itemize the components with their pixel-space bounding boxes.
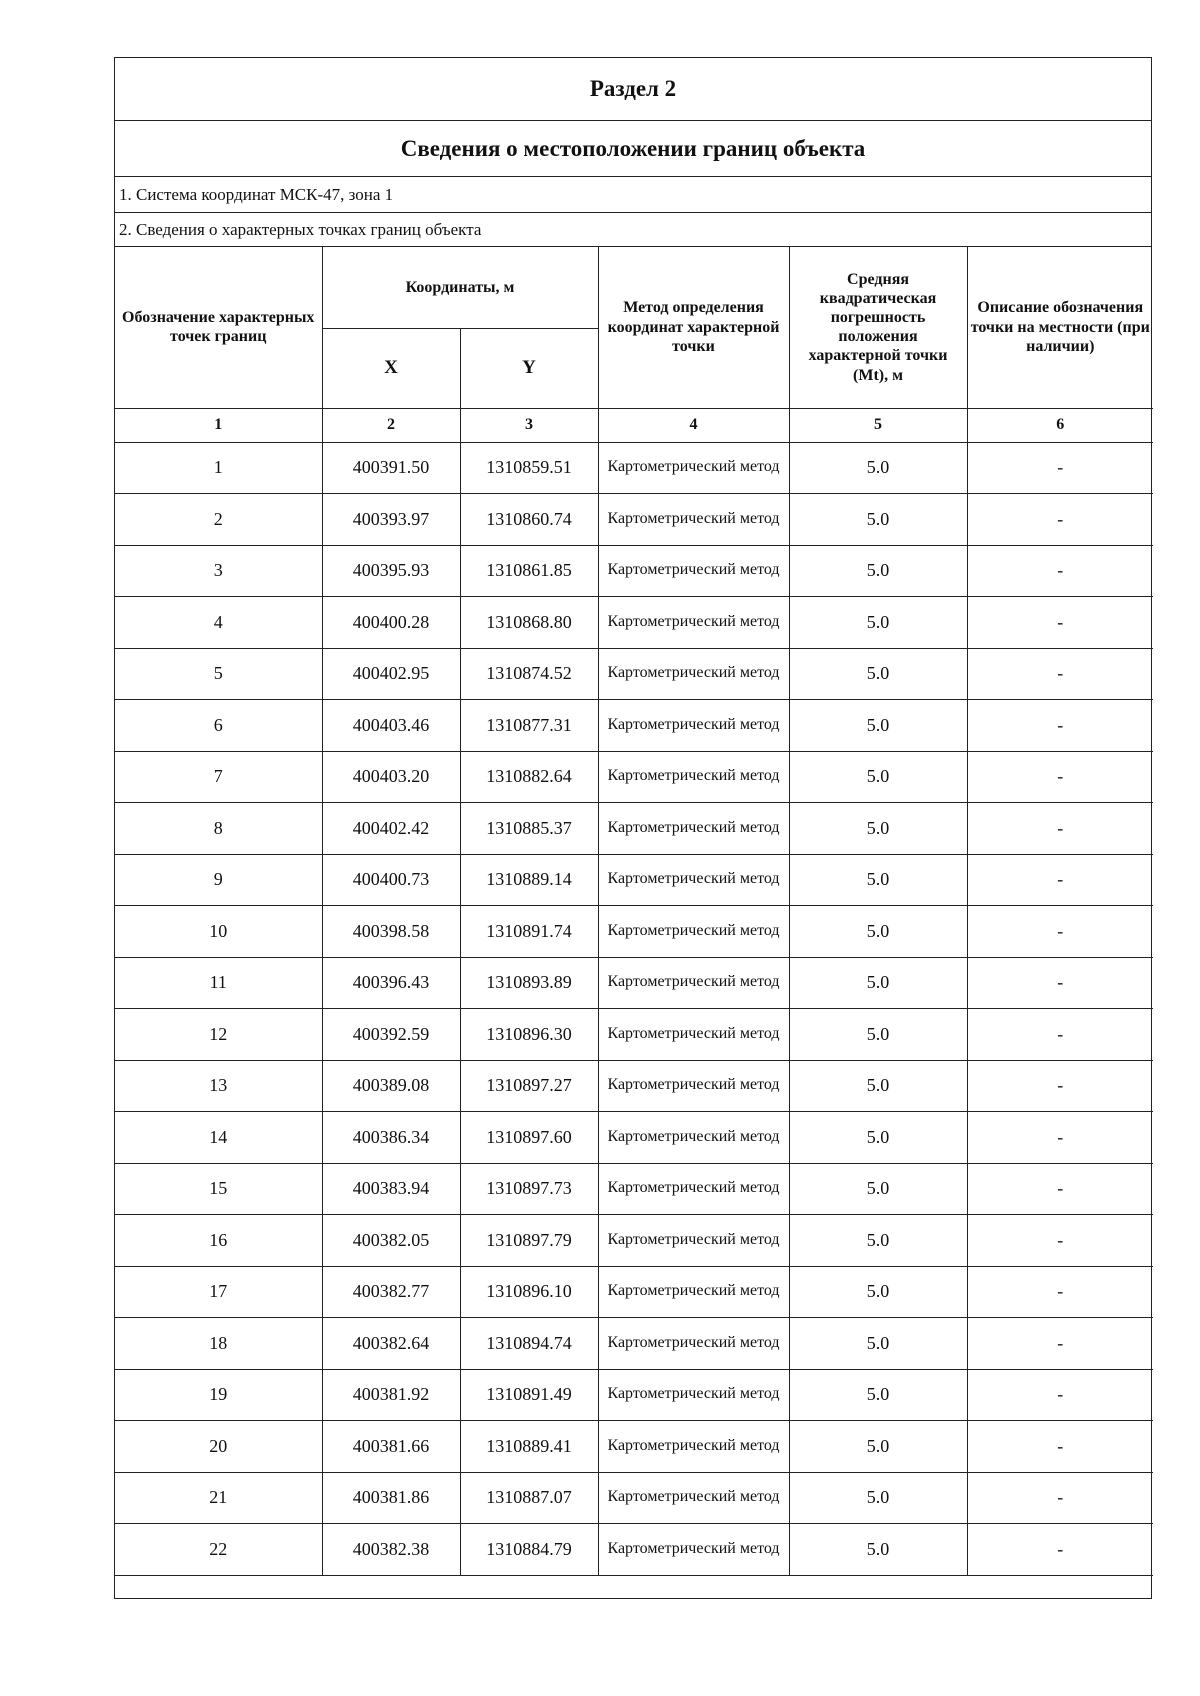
boundary-points-table [115, 247, 1153, 1576]
table-row [115, 1060, 1153, 1112]
point-number-cell: 19 [115, 1369, 322, 1421]
method-cell: Картометрический метод [598, 1318, 789, 1370]
table-row [115, 854, 1153, 906]
y-coordinate-cell: 1310897.79 [460, 1215, 598, 1267]
table-row [115, 906, 1153, 958]
error-cell: 5.0 [789, 1369, 967, 1421]
x-coordinate-cell: 400382.05 [322, 1215, 460, 1267]
y-coordinate-cell: 1310877.31 [460, 700, 598, 752]
method-cell: Картометрический метод [598, 1472, 789, 1524]
description-cell: - [967, 700, 1153, 752]
y-coordinate-cell: 1310861.85 [460, 545, 598, 597]
method-cell: Картометрический метод [598, 1009, 789, 1061]
point-number-cell: 13 [115, 1060, 322, 1112]
error-cell: 5.0 [789, 1163, 967, 1215]
table-row [115, 1472, 1153, 1524]
method-cell: Картометрический метод [598, 545, 789, 597]
y-coordinate-cell: 1310884.79 [460, 1524, 598, 1576]
table-row [115, 597, 1153, 649]
error-cell: 5.0 [789, 957, 967, 1009]
y-coordinate-cell: 1310896.30 [460, 1009, 598, 1061]
description-cell: - [967, 1421, 1153, 1473]
point-number-cell: 15 [115, 1163, 322, 1215]
method-cell: Картометрический метод [598, 700, 789, 752]
x-coordinate-cell: 400403.46 [322, 700, 460, 752]
section-subtitle: Сведения о местоположении границ объекта [115, 121, 1151, 177]
x-coordinate-cell: 400403.20 [322, 751, 460, 803]
error-cell: 5.0 [789, 1215, 967, 1267]
description-cell: - [967, 751, 1153, 803]
x-coordinate-cell: 400381.92 [322, 1369, 460, 1421]
header-error: Средняя квадратическая погрешность положения характерной точки (Mt), м [789, 247, 967, 408]
column-number: 2 [322, 408, 460, 442]
method-cell: Картометрический метод [598, 1421, 789, 1473]
error-cell: 5.0 [789, 494, 967, 546]
x-coordinate-cell: 400400.28 [322, 597, 460, 649]
table-row [115, 803, 1153, 855]
description-cell: - [967, 1369, 1153, 1421]
table-row [115, 1215, 1153, 1267]
y-coordinate-cell: 1310897.60 [460, 1112, 598, 1164]
header-y: Y [460, 328, 598, 408]
error-cell: 5.0 [789, 545, 967, 597]
table-row [115, 1266, 1153, 1318]
description-cell: - [967, 1318, 1153, 1370]
y-coordinate-cell: 1310889.14 [460, 854, 598, 906]
table-row [115, 442, 1153, 494]
method-cell: Картометрический метод [598, 906, 789, 958]
error-cell: 5.0 [789, 1060, 967, 1112]
method-cell: Картометрический метод [598, 494, 789, 546]
x-coordinate-cell: 400392.59 [322, 1009, 460, 1061]
points-heading: 2. Сведения о характерных точках границ объекта [115, 213, 1151, 247]
column-number: 4 [598, 408, 789, 442]
table-row [115, 700, 1153, 752]
y-coordinate-cell: 1310889.41 [460, 1421, 598, 1473]
point-number-cell: 5 [115, 648, 322, 700]
point-number-cell: 2 [115, 494, 322, 546]
header-description: Описание обозначения точки на местности (при наличии) [967, 247, 1153, 408]
y-coordinate-cell: 1310874.52 [460, 648, 598, 700]
method-cell: Картометрический метод [598, 957, 789, 1009]
description-cell: - [967, 906, 1153, 958]
y-coordinate-cell: 1310893.89 [460, 957, 598, 1009]
point-number-cell: 12 [115, 1009, 322, 1061]
table-row [115, 648, 1153, 700]
method-cell: Картометрический метод [598, 1369, 789, 1421]
x-coordinate-cell: 400382.38 [322, 1524, 460, 1576]
error-cell: 5.0 [789, 442, 967, 494]
x-coordinate-cell: 400383.94 [322, 1163, 460, 1215]
x-coordinate-cell: 400398.58 [322, 906, 460, 958]
description-cell: - [967, 1009, 1153, 1061]
y-coordinate-cell: 1310897.27 [460, 1060, 598, 1112]
point-number-cell: 10 [115, 906, 322, 958]
point-number-cell: 4 [115, 597, 322, 649]
method-cell: Картометрический метод [598, 1215, 789, 1267]
error-cell: 5.0 [789, 906, 967, 958]
description-cell: - [967, 597, 1153, 649]
table-row [115, 751, 1153, 803]
x-coordinate-cell: 400393.97 [322, 494, 460, 546]
description-cell: - [967, 803, 1153, 855]
header-coords: Координаты, м [322, 247, 598, 328]
error-cell: 5.0 [789, 1421, 967, 1473]
method-cell: Картометрический метод [598, 1266, 789, 1318]
table-header-row [115, 247, 1153, 328]
y-coordinate-cell: 1310887.07 [460, 1472, 598, 1524]
method-cell: Картометрический метод [598, 1060, 789, 1112]
x-coordinate-cell: 400402.95 [322, 648, 460, 700]
error-cell: 5.0 [789, 751, 967, 803]
y-coordinate-cell: 1310882.64 [460, 751, 598, 803]
table-body [115, 442, 1153, 1575]
y-coordinate-cell: 1310891.74 [460, 906, 598, 958]
description-cell: - [967, 1266, 1153, 1318]
table-row [115, 957, 1153, 1009]
y-coordinate-cell: 1310894.74 [460, 1318, 598, 1370]
method-cell: Картометрический метод [598, 1524, 789, 1576]
x-coordinate-cell: 400396.43 [322, 957, 460, 1009]
point-number-cell: 3 [115, 545, 322, 597]
document-form [114, 57, 1152, 1599]
description-cell: - [967, 854, 1153, 906]
error-cell: 5.0 [789, 854, 967, 906]
point-number-cell: 11 [115, 957, 322, 1009]
description-cell: - [967, 1472, 1153, 1524]
column-number: 6 [967, 408, 1153, 442]
point-number-cell: 14 [115, 1112, 322, 1164]
method-cell: Картометрический метод [598, 648, 789, 700]
description-cell: - [967, 494, 1153, 546]
x-coordinate-cell: 400382.64 [322, 1318, 460, 1370]
method-cell: Картометрический метод [598, 442, 789, 494]
x-coordinate-cell: 400400.73 [322, 854, 460, 906]
error-cell: 5.0 [789, 1112, 967, 1164]
y-coordinate-cell: 1310896.10 [460, 1266, 598, 1318]
table-row [115, 1318, 1153, 1370]
column-number-row [115, 408, 1153, 442]
column-number: 1 [115, 408, 322, 442]
point-number-cell: 8 [115, 803, 322, 855]
description-cell: - [967, 1060, 1153, 1112]
x-coordinate-cell: 400395.93 [322, 545, 460, 597]
error-cell: 5.0 [789, 648, 967, 700]
description-cell: - [967, 1112, 1153, 1164]
header-x: X [322, 328, 460, 408]
error-cell: 5.0 [789, 1009, 967, 1061]
x-coordinate-cell: 400386.34 [322, 1112, 460, 1164]
description-cell: - [967, 1524, 1153, 1576]
point-number-cell: 9 [115, 854, 322, 906]
point-number-cell: 21 [115, 1472, 322, 1524]
x-coordinate-cell: 400382.77 [322, 1266, 460, 1318]
table-row [115, 1369, 1153, 1421]
x-coordinate-cell: 400391.50 [322, 442, 460, 494]
error-cell: 5.0 [789, 803, 967, 855]
table-footer-band [115, 1576, 1151, 1598]
description-cell: - [967, 1163, 1153, 1215]
error-cell: 5.0 [789, 1472, 967, 1524]
point-number-cell: 17 [115, 1266, 322, 1318]
table-row [115, 1009, 1153, 1061]
error-cell: 5.0 [789, 1266, 967, 1318]
point-number-cell: 16 [115, 1215, 322, 1267]
description-cell: - [967, 442, 1153, 494]
y-coordinate-cell: 1310868.80 [460, 597, 598, 649]
method-cell: Картометрический метод [598, 597, 789, 649]
x-coordinate-cell: 400381.86 [322, 1472, 460, 1524]
y-coordinate-cell: 1310859.51 [460, 442, 598, 494]
point-number-cell: 18 [115, 1318, 322, 1370]
method-cell: Картометрический метод [598, 751, 789, 803]
coordinate-system: 1. Система координат МСК-47, зона 1 [115, 177, 1151, 213]
method-cell: Картометрический метод [598, 854, 789, 906]
description-cell: - [967, 1215, 1153, 1267]
error-cell: 5.0 [789, 1524, 967, 1576]
method-cell: Картометрический метод [598, 1163, 789, 1215]
column-number: 3 [460, 408, 598, 442]
point-number-cell: 22 [115, 1524, 322, 1576]
x-coordinate-cell: 400381.66 [322, 1421, 460, 1473]
x-coordinate-cell: 400389.08 [322, 1060, 460, 1112]
method-cell: Картометрический метод [598, 1112, 789, 1164]
y-coordinate-cell: 1310891.49 [460, 1369, 598, 1421]
error-cell: 5.0 [789, 1318, 967, 1370]
y-coordinate-cell: 1310885.37 [460, 803, 598, 855]
column-number: 5 [789, 408, 967, 442]
y-coordinate-cell: 1310897.73 [460, 1163, 598, 1215]
header-point: Обозначение характерных точек границ [115, 247, 322, 408]
table-row [115, 494, 1153, 546]
table-row [115, 1421, 1153, 1473]
table-row [115, 545, 1153, 597]
section-title: Раздел 2 [115, 58, 1151, 121]
point-number-cell: 6 [115, 700, 322, 752]
description-cell: - [967, 957, 1153, 1009]
error-cell: 5.0 [789, 700, 967, 752]
description-cell: - [967, 648, 1153, 700]
table-row [115, 1163, 1153, 1215]
description-cell: - [967, 545, 1153, 597]
y-coordinate-cell: 1310860.74 [460, 494, 598, 546]
table-row [115, 1524, 1153, 1576]
error-cell: 5.0 [789, 597, 967, 649]
point-number-cell: 1 [115, 442, 322, 494]
header-method: Метод определения координат характерной точки [598, 247, 789, 408]
method-cell: Картометрический метод [598, 803, 789, 855]
point-number-cell: 7 [115, 751, 322, 803]
table-row [115, 1112, 1153, 1164]
point-number-cell: 20 [115, 1421, 322, 1473]
x-coordinate-cell: 400402.42 [322, 803, 460, 855]
